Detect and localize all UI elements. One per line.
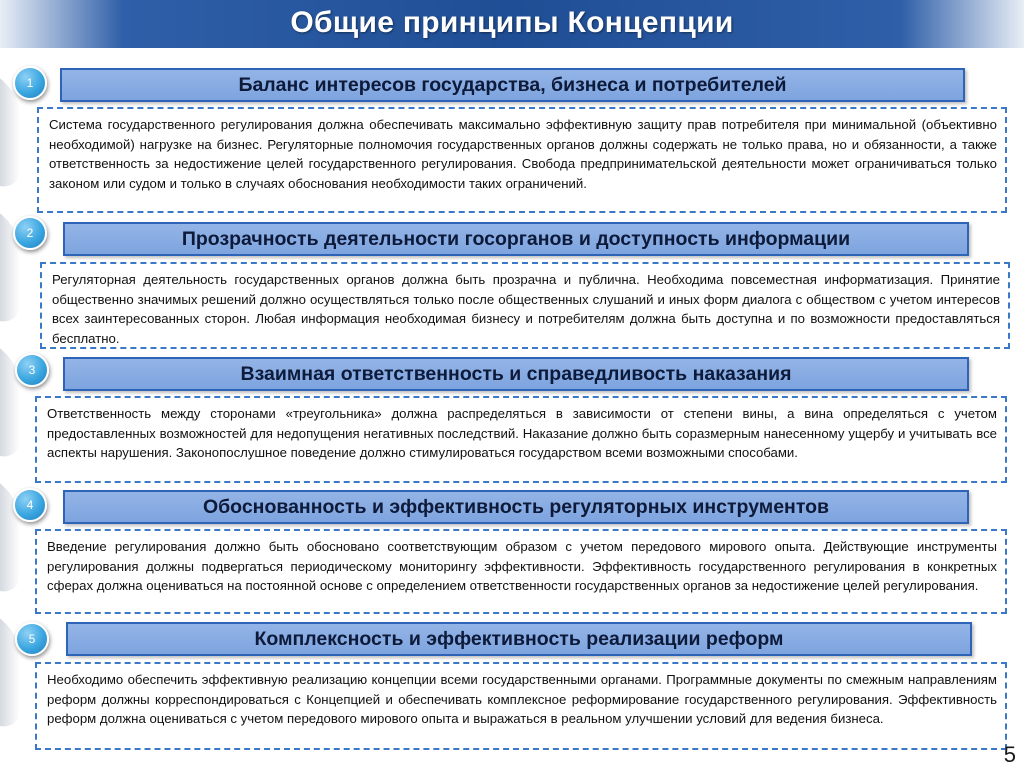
section-number-badge: 4	[13, 488, 47, 522]
section-body-box	[37, 107, 1007, 213]
section-heading: Баланс интересов государства, бизнеса и потребителей	[60, 68, 965, 102]
section-number-badge: 3	[15, 353, 49, 387]
section-number-badge: 5	[15, 622, 49, 656]
section-body-text: Ответственность между сторонами «треугольника» должна распределяться в зависимости от степени вины, а вина определяться с учетом предоставленных возможностей для недопущения негативных последствий. Наказание должно быть соразмерным нанесенному ущербу и учитывать все аспекты нарушения. Законопослушное поведение должно стимулироваться государством всеми возможными способами.	[47, 406, 997, 461]
section-heading: Взаимная ответственность и справедливость наказания	[63, 357, 969, 391]
section-body-box	[40, 262, 1010, 349]
section-body-text: Система государственного регулирования должна обеспечивать максимально эффективную защиту прав потребителя при минимальной (объективно необходимой) нагрузке на бизнес. Регуляторные полномочия государственных органов должны содержать не только права, но и обязанности, а также ответственность за недостижение целей государственного регулирования. Свобода предпринимательской деятельности может ограничиваться только законом или судом и только в случаях обоснования необходимости таких ограничений.	[49, 117, 997, 191]
section-body-box	[35, 529, 1007, 614]
section-number-badge: 1	[13, 66, 47, 100]
section-heading: Обоснованность и эффективность регуляторных инструментов	[63, 490, 969, 524]
section-body-text: Регуляторная деятельность государственных органов должна быть прозрачна и публична. Необходима повсеместная информатизация. Принятие общественно значимых решений должно осуществляться только после общественных слушаний и иных форм диалога с обществом с учетом интересов всех заинтересованных сторон. Любая информация необходимая бизнесу и потребителям должна быть доступна и по возможности предоставляться бесплатно.	[52, 272, 1000, 346]
section-heading: Прозрачность деятельности госорганов и доступность информации	[63, 222, 969, 256]
section-number-badge: 2	[13, 216, 47, 250]
page-title: Общие принципы Концепции	[290, 6, 734, 39]
section-body-box	[35, 396, 1007, 483]
section-heading: Комплексность и эффективность реализации реформ	[66, 622, 972, 656]
page-number: 5	[1003, 742, 1016, 767]
section-body-text: Необходимо обеспечить эффективную реализацию концепции всеми государственными органами. Программные документы по смежным направлениям реформ должны корреспондироваться с Концепцией и обеспечивать комплексное реформирование государственного регулирования. Эффективность реформ должна оцениваться с учетом передового мирового опыта и выражаться в реальном улучшении условий для ведения бизнеса.	[47, 672, 997, 727]
section-body-box	[35, 662, 1007, 750]
section-body-text: Введение регулирования должно быть обосновано соответствующим образом с учетом передового мирового опыта. Действующие инструменты регулирования должны подвергаться периодическому мониторингу эффективности. Эффективность государственного регулирования в конкретных сферах должна оцениваться на постоянной основе с определением ответственности государственных органов за недостижение целей регулирования.	[47, 539, 997, 594]
